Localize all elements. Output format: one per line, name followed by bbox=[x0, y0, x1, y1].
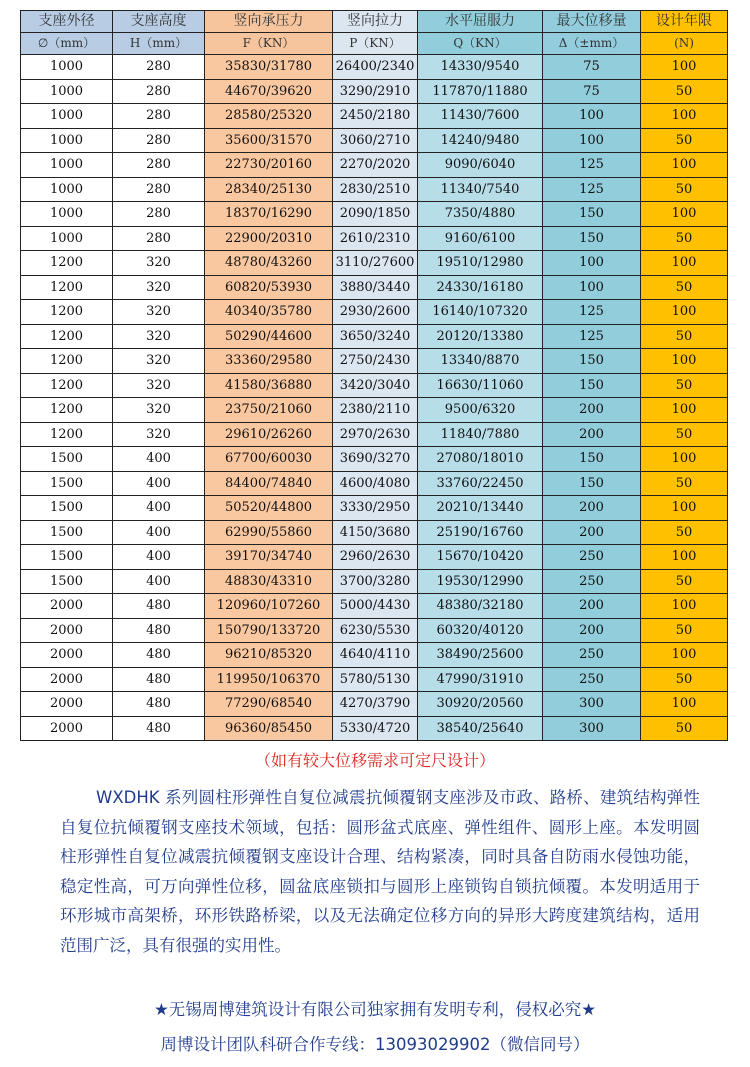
cell-vertical-tension: 3700/3280 bbox=[333, 569, 418, 594]
cell-vertical-tension: 5780/5130 bbox=[333, 667, 418, 692]
cell-vertical-tension: 3290/2910 bbox=[333, 79, 418, 104]
table-row bbox=[21, 349, 728, 374]
cell-max-displacement: 100 bbox=[543, 251, 641, 276]
cell-height: 480 bbox=[113, 643, 205, 668]
cell-vertical-tension: 3420/3040 bbox=[333, 373, 418, 398]
cell-horizontal-yield: 11430/7600 bbox=[418, 104, 543, 129]
table-row bbox=[21, 471, 728, 496]
cell-design-life: 100 bbox=[641, 447, 728, 472]
cell-diameter: 2000 bbox=[21, 667, 113, 692]
cell-height: 400 bbox=[113, 447, 205, 472]
header-design-life: 设计年限 bbox=[641, 11, 728, 33]
cell-vertical-tension: 26400/2340 bbox=[333, 55, 418, 80]
cell-max-displacement: 300 bbox=[543, 716, 641, 741]
cell-vertical-bearing: 50290/44600 bbox=[205, 324, 333, 349]
cell-height: 400 bbox=[113, 569, 205, 594]
cell-design-life: 100 bbox=[641, 55, 728, 80]
cell-max-displacement: 75 bbox=[543, 79, 641, 104]
cell-horizontal-yield: 9090/6040 bbox=[418, 153, 543, 178]
cell-vertical-bearing: 28580/25320 bbox=[205, 104, 333, 129]
header-name-row bbox=[21, 11, 728, 33]
cell-height: 400 bbox=[113, 520, 205, 545]
cell-max-displacement: 200 bbox=[543, 422, 641, 447]
unit-height: H（mm） bbox=[113, 33, 205, 55]
cell-horizontal-yield: 9500/6320 bbox=[418, 398, 543, 423]
cell-horizontal-yield: 11840/7880 bbox=[418, 422, 543, 447]
cell-vertical-bearing: 60820/53930 bbox=[205, 275, 333, 300]
cell-vertical-tension: 3330/2950 bbox=[333, 496, 418, 521]
cell-horizontal-yield: 27080/18010 bbox=[418, 447, 543, 472]
table-row bbox=[21, 373, 728, 398]
table-row bbox=[21, 594, 728, 619]
header-vertical-tension: 竖向拉力 bbox=[333, 11, 418, 33]
cell-height: 280 bbox=[113, 55, 205, 80]
cell-horizontal-yield: 16140/107320 bbox=[418, 300, 543, 325]
cell-max-displacement: 125 bbox=[543, 177, 641, 202]
cell-diameter: 1200 bbox=[21, 422, 113, 447]
cell-max-displacement: 100 bbox=[543, 275, 641, 300]
product-description bbox=[60, 783, 700, 960]
cell-horizontal-yield: 25190/16760 bbox=[418, 520, 543, 545]
cell-max-displacement: 150 bbox=[543, 202, 641, 227]
cell-vertical-tension: 2970/2630 bbox=[333, 422, 418, 447]
cell-vertical-bearing: 22730/20160 bbox=[205, 153, 333, 178]
cell-design-life: 50 bbox=[641, 716, 728, 741]
unit-vertical-bearing: F（KN） bbox=[205, 33, 333, 55]
cell-vertical-tension: 3060/2710 bbox=[333, 128, 418, 153]
cell-max-displacement: 300 bbox=[543, 692, 641, 717]
cell-design-life: 50 bbox=[641, 422, 728, 447]
cell-vertical-tension: 5000/4430 bbox=[333, 594, 418, 619]
cell-horizontal-yield: 14330/9540 bbox=[418, 55, 543, 80]
header-unit-row bbox=[21, 33, 728, 55]
header-diameter: 支座外径 bbox=[21, 11, 113, 33]
cell-design-life: 50 bbox=[641, 618, 728, 643]
cell-vertical-bearing: 120960/107260 bbox=[205, 594, 333, 619]
cell-height: 320 bbox=[113, 373, 205, 398]
cell-horizontal-yield: 11340/7540 bbox=[418, 177, 543, 202]
table-row bbox=[21, 324, 728, 349]
cell-vertical-tension: 3110/27600 bbox=[333, 251, 418, 276]
table-row bbox=[21, 716, 728, 741]
cell-height: 400 bbox=[113, 471, 205, 496]
header-vertical-bearing: 竖向承压力 bbox=[205, 11, 333, 33]
cell-design-life: 100 bbox=[641, 594, 728, 619]
cell-design-life: 50 bbox=[641, 520, 728, 545]
table-row bbox=[21, 692, 728, 717]
cell-vertical-bearing: 50520/44800 bbox=[205, 496, 333, 521]
unit-max-displacement: Δ（±mm） bbox=[543, 33, 641, 55]
cell-vertical-bearing: 40340/35780 bbox=[205, 300, 333, 325]
cell-vertical-bearing: 23750/21060 bbox=[205, 398, 333, 423]
cell-diameter: 1000 bbox=[21, 226, 113, 251]
cell-design-life: 100 bbox=[641, 398, 728, 423]
cell-height: 280 bbox=[113, 79, 205, 104]
cell-design-life: 100 bbox=[641, 153, 728, 178]
cell-horizontal-yield: 14240/9480 bbox=[418, 128, 543, 153]
cell-max-displacement: 250 bbox=[543, 643, 641, 668]
table-row bbox=[21, 618, 728, 643]
cell-height: 280 bbox=[113, 104, 205, 129]
cell-horizontal-yield: 20210/13440 bbox=[418, 496, 543, 521]
cell-max-displacement: 150 bbox=[543, 349, 641, 374]
cell-height: 400 bbox=[113, 545, 205, 570]
cell-horizontal-yield: 30920/20560 bbox=[418, 692, 543, 717]
cell-diameter: 1200 bbox=[21, 275, 113, 300]
cell-diameter: 1500 bbox=[21, 545, 113, 570]
cell-max-displacement: 150 bbox=[543, 447, 641, 472]
cell-vertical-bearing: 22900/20310 bbox=[205, 226, 333, 251]
cell-vertical-tension: 2450/2180 bbox=[333, 104, 418, 129]
cell-max-displacement: 100 bbox=[543, 104, 641, 129]
cell-height: 480 bbox=[113, 618, 205, 643]
cell-diameter: 2000 bbox=[21, 692, 113, 717]
cell-design-life: 50 bbox=[641, 128, 728, 153]
cell-design-life: 100 bbox=[641, 300, 728, 325]
cell-horizontal-yield: 9160/6100 bbox=[418, 226, 543, 251]
cell-height: 320 bbox=[113, 422, 205, 447]
table-row bbox=[21, 667, 728, 692]
cell-height: 320 bbox=[113, 349, 205, 374]
cell-vertical-bearing: 29610/26260 bbox=[205, 422, 333, 447]
cell-horizontal-yield: 19530/12990 bbox=[418, 569, 543, 594]
cell-horizontal-yield: 24330/16180 bbox=[418, 275, 543, 300]
patent-notice: ★无锡周博建筑设计有限公司独家拥有发明专利，侵权必究★ bbox=[153, 1000, 597, 1019]
cell-horizontal-yield: 13340/8870 bbox=[418, 349, 543, 374]
cell-height: 400 bbox=[113, 496, 205, 521]
cell-design-life: 100 bbox=[641, 545, 728, 570]
cell-vertical-tension: 2930/2600 bbox=[333, 300, 418, 325]
table-row bbox=[21, 177, 728, 202]
cell-vertical-bearing: 48830/43310 bbox=[205, 569, 333, 594]
cell-horizontal-yield: 15670/10420 bbox=[418, 545, 543, 570]
table-row bbox=[21, 422, 728, 447]
cell-vertical-bearing: 84400/74840 bbox=[205, 471, 333, 496]
cell-max-displacement: 75 bbox=[543, 55, 641, 80]
table-row bbox=[21, 300, 728, 325]
description-paragraph: WXDHK 系列圆柱形弹性自复位减震抗倾覆钢支座涉及市政、路桥、建筑结构弹性自复位抗倾覆钢支座技术领域，包括：圆形盆式底座、弹性组件、圆形上座。本发明圆柱形弹性自复位减震抗倾覆钢支座设计合理、结构紧凑，同时具备自防雨水侵蚀功能，稳定性高，可万向弹性位移，圆盆底座锁扣与圆形上座锁钩自锁抗倾覆。本发明适用于环形城市高架桥，环形铁路桥梁，以及无法确定位移方向的异形大跨度建筑结构，适用范围广泛，具有很强的实用性。 bbox=[60, 788, 700, 955]
table-body bbox=[21, 55, 728, 741]
cell-horizontal-yield: 117870/11880 bbox=[418, 79, 543, 104]
cell-vertical-tension: 2270/2020 bbox=[333, 153, 418, 178]
cell-vertical-bearing: 35830/31780 bbox=[205, 55, 333, 80]
table-row bbox=[21, 496, 728, 521]
cell-vertical-tension: 3690/3270 bbox=[333, 447, 418, 472]
cell-vertical-bearing: 44670/39620 bbox=[205, 79, 333, 104]
header-height: 支座高度 bbox=[113, 11, 205, 33]
cell-horizontal-yield: 60320/40120 bbox=[418, 618, 543, 643]
cell-vertical-tension: 5330/4720 bbox=[333, 716, 418, 741]
cell-design-life: 50 bbox=[641, 226, 728, 251]
cell-max-displacement: 125 bbox=[543, 153, 641, 178]
cell-vertical-tension: 4150/3680 bbox=[333, 520, 418, 545]
unit-vertical-tension: P（KN） bbox=[333, 33, 418, 55]
cell-height: 280 bbox=[113, 202, 205, 227]
cell-max-displacement: 200 bbox=[543, 594, 641, 619]
cell-vertical-bearing: 67700/60030 bbox=[205, 447, 333, 472]
cell-vertical-tension: 2830/2510 bbox=[333, 177, 418, 202]
cell-max-displacement: 250 bbox=[543, 667, 641, 692]
cell-max-displacement: 100 bbox=[543, 128, 641, 153]
cell-design-life: 100 bbox=[641, 496, 728, 521]
cell-diameter: 1200 bbox=[21, 349, 113, 374]
table-row bbox=[21, 545, 728, 570]
cell-design-life: 50 bbox=[641, 79, 728, 104]
cell-vertical-bearing: 62990/55860 bbox=[205, 520, 333, 545]
cell-horizontal-yield: 7350/4880 bbox=[418, 202, 543, 227]
cell-max-displacement: 125 bbox=[543, 300, 641, 325]
cell-design-life: 50 bbox=[641, 177, 728, 202]
custom-design-note: （如有较大位移需求可定尺设计） bbox=[254, 751, 495, 770]
cell-height: 320 bbox=[113, 398, 205, 423]
cell-vertical-tension: 6230/5530 bbox=[333, 618, 418, 643]
cell-max-displacement: 150 bbox=[543, 373, 641, 398]
cell-diameter: 1000 bbox=[21, 177, 113, 202]
cell-diameter: 1500 bbox=[21, 471, 113, 496]
cell-diameter: 2000 bbox=[21, 618, 113, 643]
unit-diameter: ∅（mm） bbox=[21, 33, 113, 55]
cell-design-life: 100 bbox=[641, 202, 728, 227]
cell-diameter: 1000 bbox=[21, 104, 113, 129]
cell-vertical-bearing: 39170/34740 bbox=[205, 545, 333, 570]
cell-height: 320 bbox=[113, 251, 205, 276]
cell-vertical-bearing: 18370/16290 bbox=[205, 202, 333, 227]
cell-vertical-tension: 4600/4080 bbox=[333, 471, 418, 496]
cell-vertical-bearing: 41580/36880 bbox=[205, 373, 333, 398]
table-row bbox=[21, 275, 728, 300]
cell-vertical-bearing: 96360/85450 bbox=[205, 716, 333, 741]
cell-design-life: 100 bbox=[641, 643, 728, 668]
cell-max-displacement: 150 bbox=[543, 471, 641, 496]
cell-design-life: 100 bbox=[641, 692, 728, 717]
table-header bbox=[21, 11, 728, 55]
cell-vertical-bearing: 48780/43260 bbox=[205, 251, 333, 276]
header-max-displacement: 最大位移量 bbox=[543, 11, 641, 33]
cell-max-displacement: 200 bbox=[543, 520, 641, 545]
cell-max-displacement: 200 bbox=[543, 398, 641, 423]
cell-diameter: 1200 bbox=[21, 398, 113, 423]
table-row bbox=[21, 226, 728, 251]
cell-diameter: 2000 bbox=[21, 716, 113, 741]
table-row bbox=[21, 251, 728, 276]
table-row bbox=[21, 55, 728, 80]
spec-table bbox=[20, 10, 728, 741]
cell-diameter: 1000 bbox=[21, 202, 113, 227]
cell-vertical-tension: 2380/2110 bbox=[333, 398, 418, 423]
cell-horizontal-yield: 33760/22450 bbox=[418, 471, 543, 496]
table-row bbox=[21, 153, 728, 178]
cell-max-displacement: 150 bbox=[543, 226, 641, 251]
cell-design-life: 50 bbox=[641, 275, 728, 300]
cell-vertical-bearing: 96210/85320 bbox=[205, 643, 333, 668]
cell-diameter: 1000 bbox=[21, 128, 113, 153]
cell-max-displacement: 200 bbox=[543, 496, 641, 521]
cell-max-displacement: 250 bbox=[543, 545, 641, 570]
cell-diameter: 1200 bbox=[21, 324, 113, 349]
cell-vertical-tension: 3650/3240 bbox=[333, 324, 418, 349]
cell-horizontal-yield: 38490/25600 bbox=[418, 643, 543, 668]
cell-height: 320 bbox=[113, 300, 205, 325]
unit-design-life: (N) bbox=[641, 33, 728, 55]
cell-height: 480 bbox=[113, 594, 205, 619]
cell-vertical-bearing: 150790/133720 bbox=[205, 618, 333, 643]
cell-horizontal-yield: 48380/32180 bbox=[418, 594, 543, 619]
table-row bbox=[21, 643, 728, 668]
table-row bbox=[21, 569, 728, 594]
cell-vertical-tension: 4270/3790 bbox=[333, 692, 418, 717]
cell-vertical-tension: 3880/3440 bbox=[333, 275, 418, 300]
cell-max-displacement: 125 bbox=[543, 324, 641, 349]
cell-vertical-bearing: 77290/68540 bbox=[205, 692, 333, 717]
cell-diameter: 1200 bbox=[21, 300, 113, 325]
cell-vertical-bearing: 33360/29580 bbox=[205, 349, 333, 374]
cell-vertical-tension: 2090/1850 bbox=[333, 202, 418, 227]
cell-diameter: 1000 bbox=[21, 55, 113, 80]
contact-line: 周博设计团队科研合作专线：13093029902（微信同号） bbox=[160, 1035, 590, 1054]
header-horizontal-yield: 水平屈服力 bbox=[418, 11, 543, 33]
cell-height: 280 bbox=[113, 153, 205, 178]
cell-height: 280 bbox=[113, 226, 205, 251]
cell-height: 480 bbox=[113, 716, 205, 741]
cell-diameter: 1500 bbox=[21, 569, 113, 594]
cell-diameter: 1000 bbox=[21, 153, 113, 178]
cell-diameter: 1200 bbox=[21, 373, 113, 398]
cell-vertical-tension: 4640/4110 bbox=[333, 643, 418, 668]
cell-horizontal-yield: 47990/31910 bbox=[418, 667, 543, 692]
cell-design-life: 100 bbox=[641, 104, 728, 129]
cell-height: 320 bbox=[113, 324, 205, 349]
cell-height: 480 bbox=[113, 667, 205, 692]
unit-horizontal-yield: Q（KN） bbox=[418, 33, 543, 55]
cell-design-life: 50 bbox=[641, 471, 728, 496]
cell-design-life: 100 bbox=[641, 251, 728, 276]
cell-design-life: 50 bbox=[641, 373, 728, 398]
cell-horizontal-yield: 19510/12980 bbox=[418, 251, 543, 276]
cell-diameter: 1200 bbox=[21, 251, 113, 276]
cell-vertical-bearing: 28340/25130 bbox=[205, 177, 333, 202]
table-row bbox=[21, 447, 728, 472]
cell-diameter: 2000 bbox=[21, 643, 113, 668]
cell-horizontal-yield: 16630/11060 bbox=[418, 373, 543, 398]
cell-height: 320 bbox=[113, 275, 205, 300]
table-row bbox=[21, 398, 728, 423]
cell-max-displacement: 250 bbox=[543, 569, 641, 594]
table-row bbox=[21, 79, 728, 104]
cell-diameter: 1000 bbox=[21, 79, 113, 104]
cell-vertical-bearing: 119950/106370 bbox=[205, 667, 333, 692]
table-row bbox=[21, 520, 728, 545]
cell-horizontal-yield: 38540/25640 bbox=[418, 716, 543, 741]
cell-vertical-bearing: 35600/31570 bbox=[205, 128, 333, 153]
cell-max-displacement: 200 bbox=[543, 618, 641, 643]
table-row bbox=[21, 104, 728, 129]
table-row bbox=[21, 202, 728, 227]
cell-design-life: 50 bbox=[641, 569, 728, 594]
table-row bbox=[21, 128, 728, 153]
cell-diameter: 1500 bbox=[21, 447, 113, 472]
cell-design-life: 100 bbox=[641, 349, 728, 374]
cell-horizontal-yield: 20120/13380 bbox=[418, 324, 543, 349]
cell-vertical-tension: 2960/2630 bbox=[333, 545, 418, 570]
cell-height: 280 bbox=[113, 177, 205, 202]
cell-design-life: 50 bbox=[641, 667, 728, 692]
cell-design-life: 50 bbox=[641, 324, 728, 349]
cell-vertical-tension: 2610/2310 bbox=[333, 226, 418, 251]
cell-diameter: 1500 bbox=[21, 496, 113, 521]
cell-height: 280 bbox=[113, 128, 205, 153]
cell-vertical-tension: 2750/2430 bbox=[333, 349, 418, 374]
cell-diameter: 1500 bbox=[21, 520, 113, 545]
cell-diameter: 2000 bbox=[21, 594, 113, 619]
cell-height: 480 bbox=[113, 692, 205, 717]
